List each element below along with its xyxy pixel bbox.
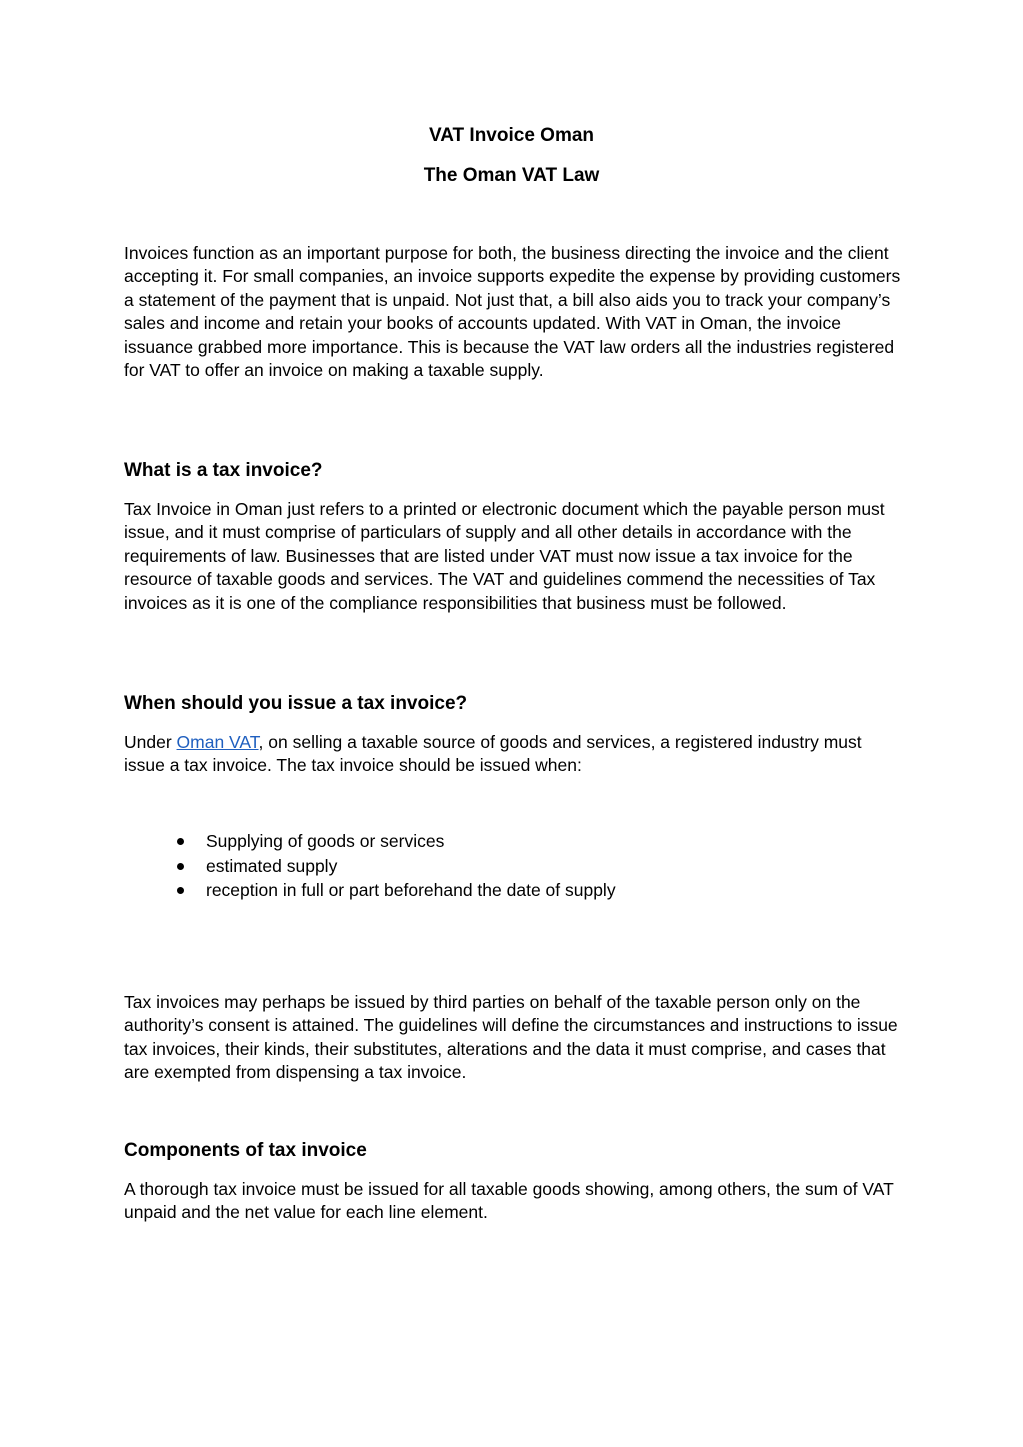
section-body-what-is-tax-invoice: Tax Invoice in Oman just refers to a printed or electronic document which the payable person must issue, and it must comprise of particulars of supply and all other details in accordance with the requirements of law. Businesses that are listed under VAT must now issue a tax invoice for the resource of taxable goods and services. The VAT and guidelines commend the necessities of Tax invoices as it is one of the compliance responsibilities that business must be followed. [124,499,885,613]
list-item [124,829,904,854]
list-item [124,878,904,903]
bullet-icon [177,838,184,845]
document-title: VAT Invoice Oman [428,125,595,146]
bullet-icon [177,887,184,894]
third-party-paragraph: Tax invoices may perhaps be issued by third parties on behalf of the taxable person only on the authority’s consent is attained. The guidelines will define the circumstances and instructions to issue tax invoices, their kinds, their substitutes, alterations and the data it must comprise, and cases that are exempted from dispensing a tax invoice. [124,992,898,1083]
list-item-text: reception in full or part beforehand the date of supply [206,880,616,901]
bullet-icon [177,863,184,870]
intro-paragraph: Invoices function as an important purpose for both, the business directing the invoice and the client accepting it. For small companies, an invoice supports expedite the expense by providing customers a statement of the payment that is unpaid. Not just that, a bill also aids you to track your company’s sales and income and retain your books of accounts updated. With VAT in Oman, the invoice issuance grabbed more importance. This is because the VAT law orders all the industries registered for VAT to offer an invoice on making a taxable supply. [124,243,901,381]
section-body-components: A thorough tax invoice must be issued for all taxable goods showing, among others, the sum of VAT unpaid and the net value for each line element. [124,1179,894,1223]
list-item-text: estimated supply [206,855,338,876]
section-heading-when-to-issue: When should you issue a tax invoice? [124,693,468,714]
section-heading-components: Components of tax invoice [124,1140,367,1161]
bullet-list [124,829,904,903]
list-item-text: Supplying of goods or services [206,831,445,851]
body-suffix: , on selling a taxable source of goods and services, a registered industry must issue a tax invoice. The tax invoice should be issued when: [124,732,862,776]
oman-vat-link[interactable]: Oman VAT [176,732,259,752]
document-subtitle: The Oman VAT Law [423,165,600,186]
body-prefix: Under [124,732,177,752]
list-item [124,854,904,879]
section-heading-what-is-tax-invoice: What is a tax invoice? [124,460,323,481]
section-body-when-to-issue [124,731,904,778]
